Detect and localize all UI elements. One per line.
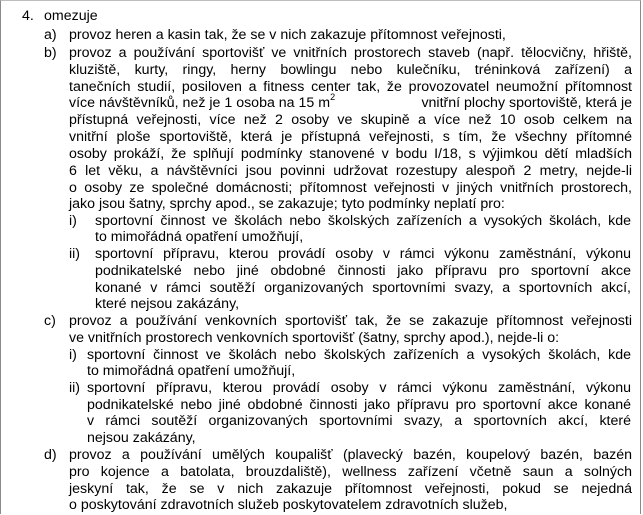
- item-c-sub-ii-line: sportovní přípravu, kterou provádí osoby v rámci výkonu zaměstnání, výkonu: [87, 380, 631, 396]
- item-b-sub-i-line: sportovní činnost ve školách nebo školských zařízeních a vysokých školách, kde: [95, 213, 631, 229]
- item-d-line: jeskyní tak, že se v nich zakazuje přítomnost veřejnosti, pokud se nejedná: [69, 481, 632, 497]
- item-b-line: vnitřní ploše sportoviště, která je přístupná veřejnosti, s tím, že všechny přítomné: [69, 129, 632, 145]
- item-c-marker: c): [44, 313, 56, 329]
- item-b-sub-ii-line: sportovní přípravu, kterou provádí osoby v rámci výkonu zaměstnání, výkonu: [95, 246, 631, 262]
- point-number: 4.: [22, 8, 34, 24]
- item-c-sub-ii-marker: ii): [69, 380, 81, 396]
- item-b-sub-i-marker: i): [69, 213, 77, 229]
- item-a-text: provoz heren a kasin tak, že se v nich zakazuje přítomnost veřejnosti,: [69, 27, 506, 43]
- item-c-sub-i-line: sportovní činnost ve školách nebo školských zařízeních a vysokých školách, kde: [87, 347, 631, 363]
- item-b-line: přístupná veřejnosti, více než 2 osoby ve skupině a více než 10 osob celkem na: [69, 112, 632, 128]
- item-b-line: jako jsou šatny, sprchy apod., se zakazuje; tyto podmínky neplatí pro:: [69, 196, 505, 212]
- item-b-line: osoby prokáží, že splňují podmínky stanovené v bodu I/18, s výjimkou dětí mladších: [69, 146, 632, 162]
- item-c-line: provoz a používání venkovních sportovišť tak, že se zakazuje přítomnost veřejnosti: [69, 313, 632, 329]
- item-d-marker: d): [44, 447, 57, 463]
- item-d-line: pro kojence a batolata, brouzdaliště), wellness zařízení včetně saun a solných: [69, 464, 632, 480]
- item-b-sub-ii-line: které nejsou zakázány,: [95, 296, 240, 312]
- item-b-line: kluziště, kurty, ringy, herny bowlingu nebo kulečníku, tréninková zařízení) a: [69, 62, 632, 78]
- item-b-sub-ii-line: podnikatelské nebo jiné obdobné činnosti jako přípravu pro sportovní akce: [95, 263, 631, 279]
- item-b-line: tanečních studií, posiloven a fitness center tak, že provozovatel neumožní přítomnost: [69, 79, 632, 95]
- superscript: 2: [330, 92, 336, 103]
- item-b-marker: b): [44, 45, 57, 61]
- item-c-line: ve vnitřních prostorech venkovních sportovišť (šatny, sprchy apod.), nejde-li o:: [69, 330, 560, 346]
- item-b-line: [69, 92, 632, 111]
- item-b-line-head: více návštěvníků, než je 1 osoba na 15 $m^2$: [69, 92, 336, 111]
- item-b-line: o osoby ze společné domácnosti; přítomnost veřejnosti v jiných vnitřních prostorech,: [69, 180, 632, 196]
- item-d-line: provoz a používání umělých koupališť (plavecký bazén, koupelový bazén, bazén: [69, 447, 632, 463]
- item-c-sub-ii-line: podnikatelské nebo jiné obdobné činnosti jako přípravu pro sportovní akce konané: [87, 397, 631, 413]
- item-c-sub-i-line: to mimořádná opatření umožňují,: [87, 363, 296, 379]
- item-b-line: 6 let věku, a návštěvníci jsou povinni udržovat rozestupy alespoň 2 metry, nejde-li: [69, 163, 632, 179]
- item-a-marker: a): [44, 27, 57, 43]
- point-heading: omezuje: [44, 8, 98, 24]
- item-c-sub-ii-line: v rámci soutěží organizovaných sportovními svazy, a sportovních akcí, které: [87, 413, 631, 429]
- item-b-sub-i-line: to mimořádná opatření umožňují,: [95, 229, 304, 245]
- item-b-line: provoz a používání sportovišť ve vnitřních prostorech staveb (např. tělocvičny, hřiště,: [69, 45, 632, 61]
- item-b-line-tail: vnitřní plochy sportoviště, která je: [421, 95, 632, 111]
- item-c-sub-i-marker: i): [69, 347, 77, 363]
- item-d-line: o poskytování zdravotních služeb poskytovatelem zdravotních služeb,: [69, 497, 508, 513]
- item-b-sub-ii-line: konané v rámci soutěží organizovaných sportovními svazy, a sportovních akcí,: [95, 280, 631, 296]
- item-c-sub-ii-line: nejsou zakázány,: [87, 430, 196, 446]
- item-b-sub-ii-marker: ii): [69, 246, 81, 262]
